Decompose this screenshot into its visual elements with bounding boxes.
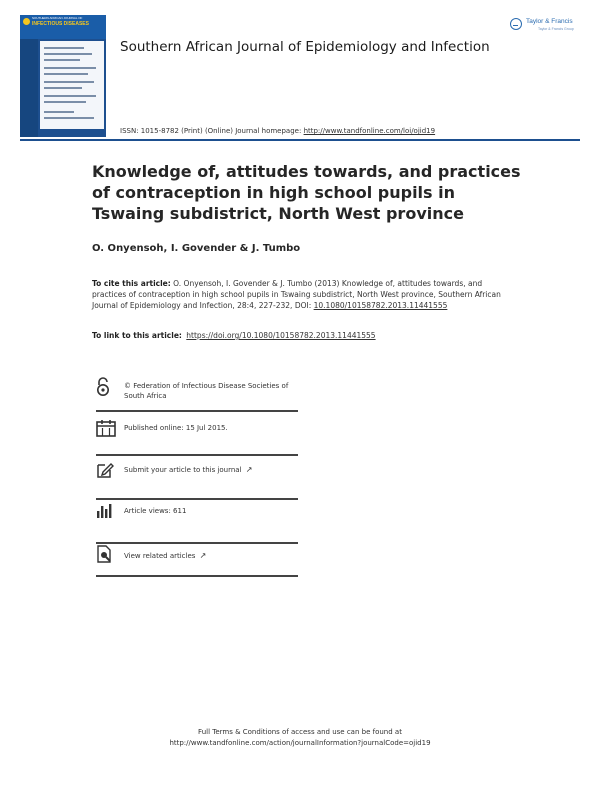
info-row-submit[interactable] [96,457,298,499]
publisher-tagline: Taylor & Francis Group [538,27,574,31]
citation-text: O. Onyensoh, I. Govender & J. Tumbo (2013) Knowledge of, attitudes towards, and practices of contraception in high school pupils in Tswaing subdistrict, North West province, Southern African Journal of Epidemiology and Infection, 28:4, 227-232, DOI: [92,279,501,310]
info-row-published [96,413,298,455]
cover-text-line [44,81,94,83]
publisher-logo[interactable] [510,16,582,36]
taylor-francis-logo-icon [510,18,522,30]
published-online-text: Published online: 15 Jul 2015. [124,424,228,432]
article-link-label: To link to this article: [92,331,182,340]
cover-label-top: SOUTHERN AFRICAN JOURNAL OF [32,16,83,20]
open-access-lock-icon [96,377,110,397]
info-row-views [96,501,298,543]
terms-footer [0,727,600,749]
cover-text-line [44,73,88,75]
header-divider [20,139,580,141]
cover-contents-page [40,41,104,129]
cover-text-line [44,53,92,55]
journal-cover-thumbnail[interactable] [20,15,106,137]
info-divider [96,454,298,456]
cover-text-line [44,101,86,103]
bar-chart-icon [96,503,114,519]
related-articles-link[interactable] [124,551,299,561]
terms-url-link[interactable]: http://www.tandfonline.com/action/journalInformation?journalCode=ojid19 [169,739,431,747]
related-articles-label: View related articles [124,552,196,560]
cover-text-line [44,111,74,113]
terms-text: Full Terms & Conditions of access and use can be found at [198,728,402,736]
cover-text-line [44,59,80,61]
cover-text-line [44,87,82,89]
external-link-icon: ↗ [199,551,207,560]
edit-pencil-icon [96,461,114,479]
article-title: Knowledge of, attitudes towards, and practices of contraception in high school pupils in Tswaing subdistrict, North West province [92,162,521,223]
submit-article-link[interactable] [124,465,299,475]
journal-homepage-link[interactable]: http://www.tandfonline.com/loi/ojid19 [303,127,436,135]
cover-label-main: INFECTIOUS DISEASES [32,21,89,27]
article-doi-link[interactable]: https://doi.org/10.1080/10158782.2013.11441555 [186,331,376,340]
copyright-text: © Federation of Infectious Disease Societies of South Africa [124,382,289,400]
article-authors: O. Onyensoh, I. Govender & J. Tumbo [92,243,301,254]
cover-text-line [44,95,96,97]
citation-label: To cite this article: [92,279,171,288]
info-row-copyright [96,369,298,411]
article-link-line [92,331,376,340]
article-views-text: Article views: 611 [124,507,187,515]
cover-stripe [20,39,38,137]
info-divider [96,542,298,544]
cover-text-line [44,117,94,119]
submit-article-label: Submit your article to this journal [124,466,242,474]
journal-title[interactable]: Southern African Journal of Epidemiology and Infection [120,39,490,55]
cover-text-line [44,67,96,69]
issn-line [120,127,435,135]
issn-text: ISSN: 1015-8782 (Print) (Online) Journal homepage: [120,127,302,135]
info-divider [96,575,298,577]
cover-emblem-icon [23,18,30,25]
citation-block [92,278,512,311]
info-row-related[interactable] [96,545,298,577]
calendar-icon [96,419,116,437]
document-search-icon [96,545,114,563]
cover-text-line [44,47,84,49]
citation-doi[interactable]: 10.1080/10158782.2013.11441555 [313,301,448,310]
external-link-icon: ↗ [245,465,253,474]
publisher-name: Taylor & Francis [526,18,573,25]
info-divider [96,410,298,412]
info-divider [96,498,298,500]
